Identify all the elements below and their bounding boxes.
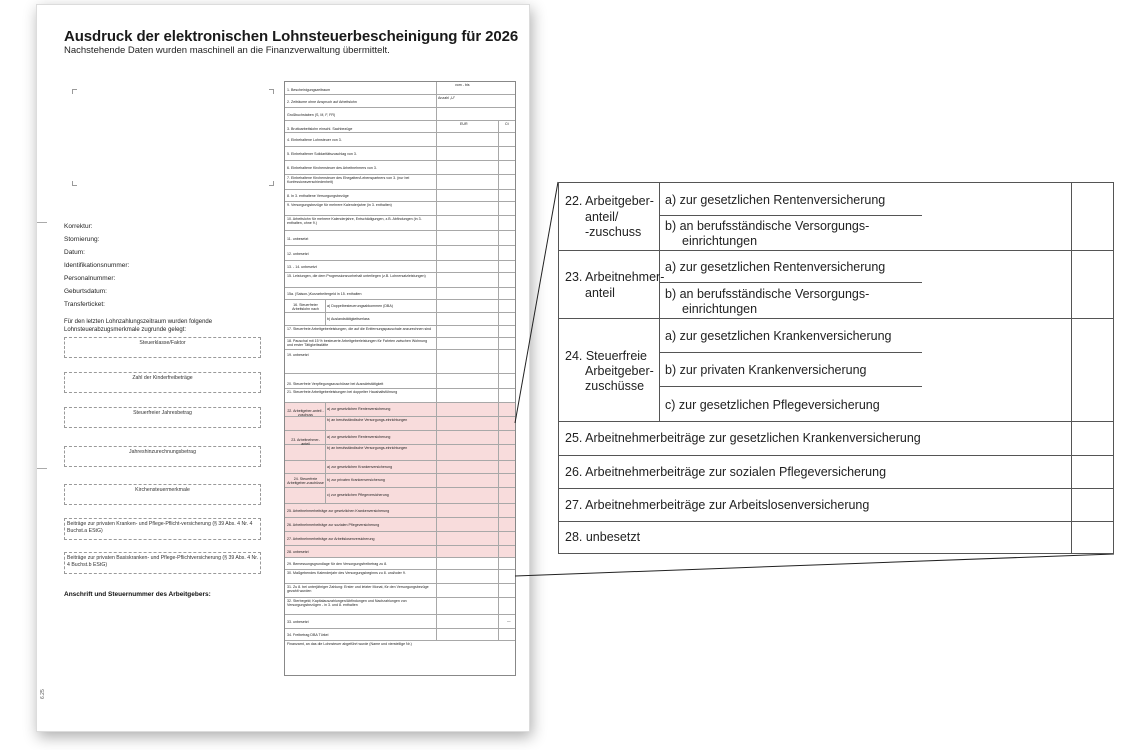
- form-row-22b: b) an berufsständische Versorgungs-einrichtungen: [285, 417, 516, 431]
- form-row-16a: a) Doppelbesteuerungsabkommen (DBA): [285, 300, 516, 313]
- zoom-group-23: [559, 251, 1114, 319]
- zoom-row-25-label: 25. Arbeitnehmerbeiträge zur gesetzlichen Krankenversicherung: [565, 431, 921, 445]
- zoom-g23-b-1: b) an berufsständische Versorgungs-: [665, 287, 870, 301]
- form-row-12: 12. unbesetzt: [285, 246, 516, 261]
- zoom-row-27: [559, 489, 1114, 522]
- form-row-24b: b) zur privaten Krankenversicherung: [285, 474, 516, 488]
- zoom-g22-label-2: anteil/: [585, 210, 619, 224]
- meta-correction: Korrektur:: [64, 223, 93, 230]
- form-row-32: 32. Sterbegeld; Kapitalauszahlungen/Abfindungen und Nachzahlungen von Versorgungsbezügen - in 3. und 8. enthalten: [285, 598, 516, 615]
- form-row-29: 29. Bemessungsgrundlage für den Versorgungsfreibetrag zu 8.: [285, 558, 516, 570]
- form-row-1: 1. Bescheinigungszeitraum vom - bis: [285, 82, 516, 95]
- form-group-24-label: 24. Steuerfreie Arbeitgeber-zuschüsse: [287, 477, 324, 486]
- zoom-g23-b-2: einrichtungen: [682, 302, 758, 316]
- box-private-insurance-b: Beiträge zur privaten Basiskranken- und Pflege-Pflichtversicherung (§ 39 Abs. 4 Nr. 4 Buchst.b EStG): [64, 552, 261, 574]
- form-row-3: 3. Bruttoarbeitslohn einschl. Sachbezüge EUR Ct: [285, 121, 516, 133]
- page-number: 6.25: [40, 689, 46, 699]
- zoom-row-28: [559, 522, 1114, 554]
- zoom-row-26-label: 26. Arbeitnehmerbeiträge zur sozialen Pflegeversicherung: [565, 465, 887, 479]
- form-row-tax-office: Finanzamt, an das die Lohnsteuer abgeführt wurde (Name und vierstellige Nr.): [287, 642, 412, 646]
- form-group-16-label: 16. Steuerfreier Arbeitslohn nach: [292, 303, 319, 312]
- form-row-20: 20. Steuerfreie Verpflegungszuschüsse bei Auswärtstätigkeit: [285, 374, 516, 389]
- zoomed-table-section: [558, 182, 1114, 554]
- form-row-24a: a) zur gesetzlichen Krankenversicherung: [285, 461, 516, 474]
- form-row-21: 21. Steuerfreie Arbeitgeberleistungen bei doppelter Haushaltsführung: [285, 389, 516, 403]
- zoom-line-top: [515, 182, 558, 423]
- box-church-tax: Kirchensteuermerkmale: [64, 484, 261, 505]
- meta-cancellation: Stornierung:: [64, 236, 100, 243]
- form-row-18: 18. Pauschal mit 15 % besteuerte Arbeitgeberleistungen für Fahrten zwischen Wohnung und erster Tätigkeitsstätte: [285, 338, 516, 350]
- form-row-25: 25. Arbeitnehmerbeiträge zur gesetzlichen Krankenversicherung: [285, 504, 516, 518]
- meta-transfer-ticket: Transferticket:: [64, 301, 105, 308]
- form-row-7: 7. Einbehaltene Kirchensteuer des Ehegatten/Lebenspartners von 3. (nur bei Konfessionsverschiedenheit): [285, 175, 516, 190]
- form-row-30: 30. Maßgebendes Kalenderjahr des Versorgungsbeginns zu 8. und/oder 9.: [285, 570, 516, 584]
- zoom-line-bottom: [515, 554, 1114, 576]
- box-tax-free-amount: Steuerfreier Jahresbetrag: [64, 407, 261, 428]
- zoom-g24-a: a) zur gesetzlichen Krankenversicherung: [665, 329, 892, 343]
- zoom-g22-label-3: -zuschuss: [585, 225, 642, 239]
- form-row-27: 27. Arbeitnehmerbeiträge zur Arbeitslosenversicherung: [285, 532, 516, 546]
- zoom-g23-label-2: anteil: [585, 286, 615, 300]
- form-row-19: 19. unbesetzt: [285, 350, 516, 374]
- form-row-28: 28. unbesetzt: [285, 546, 516, 558]
- document-title: Ausdruck der elektronischen Lohnsteuerbescheinigung für 2026: [64, 28, 519, 45]
- box-child-allowances: Zahl der Kinderfreibeträge: [64, 372, 261, 393]
- form-row-5: 5. Einbehaltener Solidaritätszuschlag von 3.: [285, 147, 516, 161]
- form-row-4: 4. Einbehaltene Lohnsteuer von 3.: [285, 133, 516, 147]
- form-row-33: 33. unbesetzt —: [285, 615, 516, 629]
- zoom-row-26: [559, 456, 1114, 489]
- form-row-9: 9. Versorgungsbezüge für mehrere Kalenderjahre (in 3. enthalten): [285, 202, 516, 216]
- meta-id-number: Identifikationsnummer:: [64, 262, 130, 269]
- zoom-g24-label-3: zuschüsse: [585, 379, 645, 393]
- meta-personnel-number: Personalnummer:: [64, 275, 116, 282]
- form-row-15a: 15a. (Saison-)Kurzarbeitergeld in 15. enthalten: [285, 288, 516, 300]
- zoom-g24-c: c) zur gesetzlichen Pflegeversicherung: [665, 398, 880, 412]
- form-row-13-14: 13. - 14. unbesetzt: [285, 261, 516, 273]
- box-annual-addition: Jahreshinzurechnungsbetrag: [64, 446, 261, 467]
- document-subtitle: Nachstehende Daten wurden maschinell an die Finanzverwaltung übermittelt.: [64, 45, 390, 56]
- form-row-23b: b) an berufsständische Versorgungs-einrichtungen: [285, 445, 516, 461]
- form-row-2b: Großbuchstaben (S, M, F, FR): [285, 108, 516, 121]
- box-private-insurance-a: Beiträge zur privaten Kranken- und Pflege-Pflicht-versicherung (§ 39 Abs. 4 Nr. 4 Buchst.a EStG): [64, 518, 261, 540]
- form-row-8: 8. In 3. enthaltene Versorgungsbezüge: [285, 190, 516, 202]
- form-row-26: 26. Arbeitnehmerbeiträge zur sozialen Pflegeversicherung: [285, 518, 516, 532]
- form-row-24c: c) zur gesetzlichen Pflegeversicherung: [285, 488, 516, 504]
- form-row-22a: a) zur gesetzlichen Rentenversicherung: [285, 403, 516, 417]
- zoom-row-27-label: 27. Arbeitnehmerbeiträge zur Arbeitslosenversicherung: [565, 498, 870, 512]
- zoom-row-25: [559, 422, 1114, 456]
- zoom-g23-a: a) zur gesetzlichen Rentenversicherung: [665, 260, 886, 274]
- form-group-23-label: 23. Arbeitnehmer-anteil: [291, 438, 320, 447]
- zoom-g24-label-1: 24. Steuerfreie: [565, 349, 647, 363]
- employer-address-label: Anschrift und Steuernummer des Arbeitgebers:: [64, 591, 211, 598]
- form-row-15: 15. Leistungen, die dem Progressionsvorbehalt unterliegen (z.B. Lohnersatzleistungen): [285, 273, 516, 288]
- zoom-g22-label-1: 22. Arbeitgeber-: [565, 194, 654, 208]
- meta-date: Datum:: [64, 249, 85, 256]
- zoom-row-28-label: 28. unbesetzt: [565, 530, 641, 544]
- tax-features-intro: Für den letzten Lohnzahlungszeitraum wurden folgende Lohnsteuerabzugsmerkmale zugrunde gelegt:: [64, 319, 213, 333]
- form-row-17: 17. Steuerfreie Arbeitgeberleistungen, die auf die Entfernungspauschale anzurechnen sind: [285, 326, 516, 338]
- meta-birth-date: Geburtsdatum:: [64, 288, 107, 295]
- form-row-31: 31. Zu 8. bei unterjähriger Zahlung: Erster und letzter Monat, für den Versorgungsbezüge gezahlt wurden: [285, 584, 516, 598]
- zoom-group-22: [559, 183, 1114, 251]
- form-row-10: 10. Arbeitslohn für mehrere Kalenderjahre, Entschädigungen, z.B. Abfindungen (in 3. enthalten, ohne 9.): [285, 216, 516, 231]
- zoom-g24-label-2: Arbeitgeber-: [585, 364, 654, 378]
- zoom-g24-b: b) zur privaten Krankenversicherung: [665, 363, 867, 377]
- zoom-g22-b-1: b) an berufsständische Versorgungs-: [665, 219, 870, 233]
- zoom-group-24: [559, 319, 1114, 422]
- form-group-22-label: 22. Arbeitgeber-anteil -zuschuss: [287, 409, 324, 418]
- form-row-23a: a) zur gesetzlichen Rentenversicherung: [285, 431, 516, 445]
- form-row-6: 6. Einbehaltene Kirchensteuer des Arbeitnehmers von 3.: [285, 161, 516, 175]
- form-row-11: 11. unbesetzt: [285, 231, 516, 246]
- zoom-g22-b-2: einrichtungen: [682, 234, 758, 248]
- zoom-g22-a: a) zur gesetzlichen Rentenversicherung: [665, 193, 886, 207]
- form-row-16b: b) Auslandstätigkeitserlass: [285, 313, 516, 326]
- form-row-2: 2. Zeiträume ohne Anspruch auf Arbeitslohn Anzahl „U": [285, 95, 516, 108]
- form-row-34: 34. Freibetrag DBA Türkei: [285, 629, 516, 641]
- zoom-g23-label-1: 23. Arbeitnehmer-: [565, 270, 665, 284]
- box-tax-class: Steuerklasse/Faktor: [64, 337, 261, 358]
